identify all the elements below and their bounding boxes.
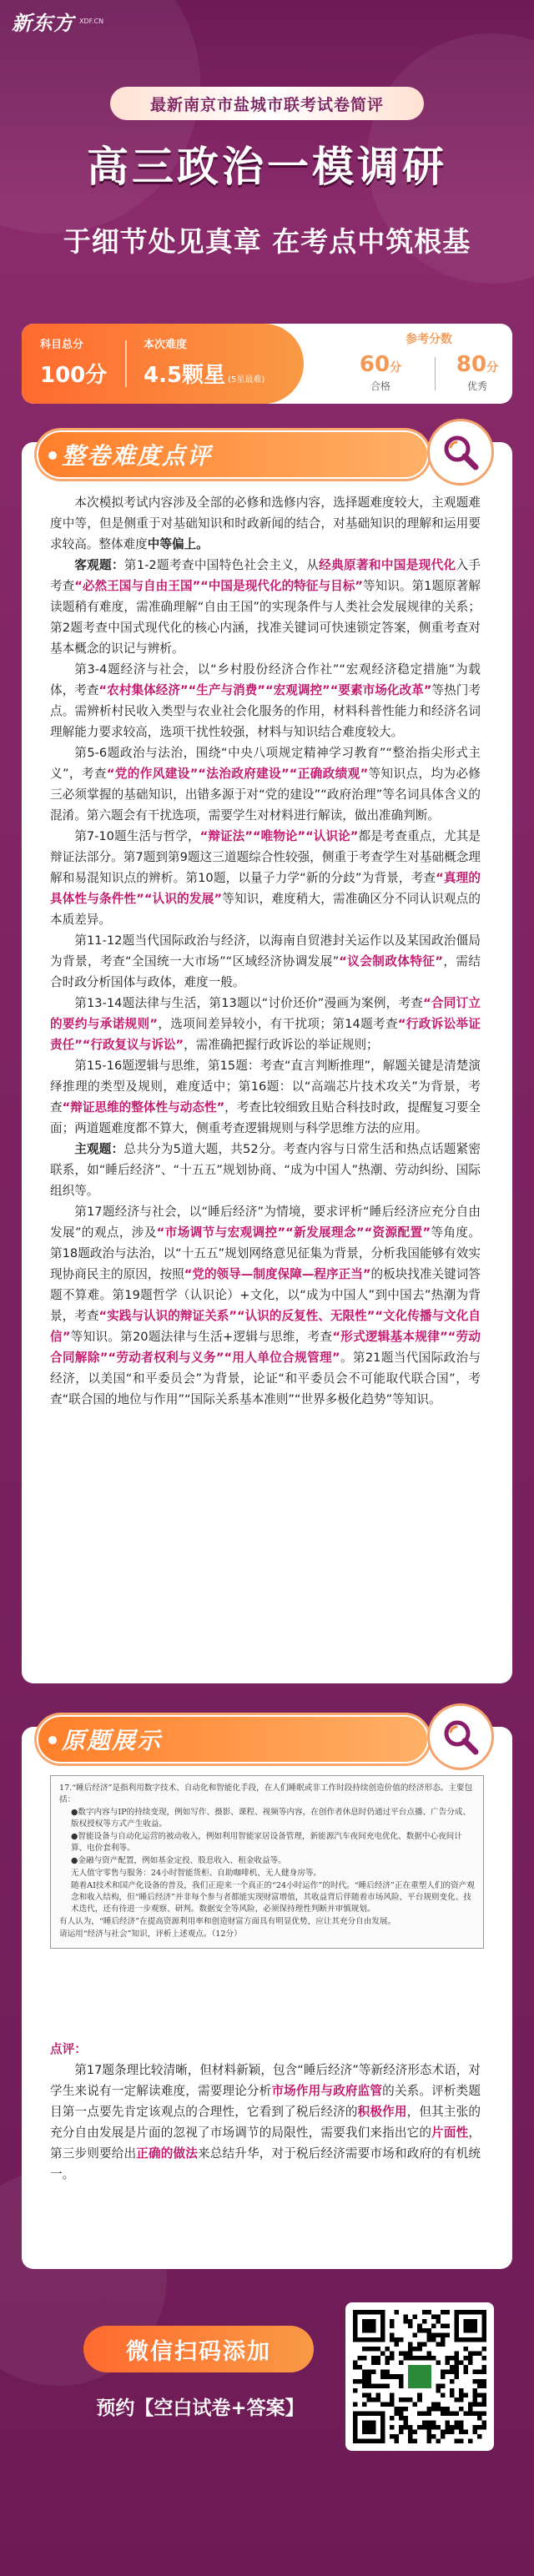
- text-run: 主观题：: [74, 1142, 124, 1156]
- highlight-text: 正确的做法: [136, 2146, 198, 2161]
- text-run: ，选项间差异较小，有干扰项；第14题考查: [158, 1017, 398, 1031]
- highlight-text: “真理的具体性与条件性”“认识的发展”: [50, 871, 481, 906]
- difficulty-review-panel: [22, 442, 512, 1683]
- text-run: 第11-12题当代国际政治与经济，以海南自贸港封关运作以及某国政治僵局为背景，考查“全国统一大市场”“区域经济协调发展”: [50, 933, 481, 969]
- highlight-text: “党的领导—制度保障—程序正当”: [184, 1267, 371, 1281]
- section-heading-text: 整卷难度点评: [62, 442, 213, 470]
- text-run: 第17题条理比较清晰，但材料新颖，包含“睡后经济”等新经济形态术语，对学生来说有一定解读难度，需要理论分析: [50, 2063, 481, 2098]
- comment-label: 点评：: [50, 2042, 87, 2056]
- highlight-text: 经典原著和中国是现代化: [319, 558, 456, 572]
- excellent-score: [444, 352, 511, 393]
- reference-score-label: 参考分数: [406, 333, 452, 346]
- pass-score: [347, 352, 414, 393]
- text-run: ，第三步则要给出: [50, 2126, 481, 2161]
- text-run: 第7-10题生活与哲学，: [74, 829, 200, 843]
- excellent-unit: 分: [486, 361, 499, 375]
- text-run: 的关系。评析类题目第一点要先肯定该观点的合理性，它看到了税后经济的: [50, 2084, 481, 2119]
- page-subtitle: 于细节处见真章 在考点中筑根基: [63, 225, 471, 258]
- review-paragraph: [50, 742, 481, 826]
- review-paragraph: [50, 993, 481, 1055]
- section-heading: [37, 1715, 429, 1763]
- excellent-caption: 优秀: [466, 380, 487, 392]
- exam-line: 随着AI技术和国产化设备的普及，我们正迎来一个真正的“24小时运作”的时代。“睡后经济”正在重塑人们的资产观念和收入结构，但“睡后经济”并非每个参与者都能实现财富增值，其收益背后伴随着市场风险、平台规则变化、技术迭代，还有待进一步观察、研判。数据安全等风险，必须保持理性判断并审慎规划。: [71, 1881, 475, 1914]
- comment-block: [50, 2039, 481, 2185]
- total-score-label: 科目总分: [40, 339, 84, 351]
- score-summary: [22, 324, 304, 404]
- exam-ribbon: 最新南京市盐城市联考试卷简评: [110, 87, 424, 120]
- text-run: 第1-2题考查中国特色社会主义，从: [123, 558, 320, 572]
- text-run: 都是考查重点，尤其是辩证法部分。第7题到第9题这三道题综合性较强，侧重于考查学生对基础概念理解和易混知识点的辨析。第10题，以量子力学“新的分歧”为背景，考查: [50, 829, 481, 885]
- review-paragraph: [50, 659, 481, 742]
- reserve-text: 预约【空白试卷+答案】: [96, 2397, 305, 2419]
- text-run: 客观题：: [74, 558, 124, 572]
- qr-code[interactable]: [345, 2302, 494, 2451]
- highlight-text: “形式逻辑基本规律”“劳动合同解除”“劳动者权利与义务”“用人单位合规管理”: [50, 1330, 481, 1365]
- text-run: 第13-14题法律与生活，第13题以“讨价还价”漫画为案例，考查: [74, 996, 424, 1010]
- review-paragraph: [50, 930, 481, 993]
- magnifier-badge: [427, 1703, 494, 1770]
- exam-question-image: [50, 1775, 484, 1949]
- logo-sub: XDF.CN: [79, 17, 104, 25]
- total-score-value: 100分: [40, 363, 108, 388]
- excellent-number: 80: [456, 352, 487, 377]
- total-score: [40, 335, 107, 389]
- text-run: 第17题经济与社会，以“睡后经济”为情境，要求评析“睡后经济应充分自由发展”的观点，涉及: [50, 1205, 481, 1240]
- heading-dot: [48, 451, 57, 460]
- text-run: 等角度。第18题政治与法治，以“十五五”规划网络意见征集为背景，分析我国能够有效实现协商民主的原因，按照: [50, 1225, 481, 1281]
- review-paragraph: [50, 826, 481, 930]
- brand-logo: [12, 8, 113, 33]
- heading-dot: [48, 1736, 57, 1744]
- original-question-panel: [22, 1727, 512, 2269]
- review-paragraph: [50, 1055, 481, 1139]
- section-heading-text: 原题展示: [62, 1727, 163, 1754]
- magnifier-icon: [441, 1718, 480, 1756]
- text-run: 等热门考点。需辨析村民收入类型与农业社会化服务的作用，材料科普性能力和经济名词理解能力要求较高，选项干扰性较强，材料与知识结合难度较大。: [50, 683, 481, 739]
- magnifier-badge: [427, 419, 494, 486]
- qr-code-icon: [353, 2310, 486, 2443]
- highlight-text: “农村集体经济”“生产与消费”“宏观调控”“要素市场化改革”: [98, 683, 432, 697]
- highlight-text: “行政诉讼举证责任”“行政复议与诉讼”: [50, 1017, 481, 1052]
- pass-caption: 合格: [370, 380, 390, 392]
- text-run: 等知识。第1题原著解读题稍有难度，需准确理解“自由王国”的实现条件与人类社会发展规律的关系；第2题考查中国式现代化的核心内涵，找准关键词可快速锁定答案，侧重考查对基本概念的识记与辨析。: [50, 579, 481, 656]
- score-card: [22, 324, 512, 404]
- text-run: 等知识。第20题法律与生活+逻辑与思维，考查: [70, 1330, 333, 1344]
- text-run: 中等偏上。: [147, 537, 209, 551]
- highlight-text: “必然王国与自由王国”“中国是现代化的特征与目标”: [74, 579, 363, 593]
- pass-score-value: [347, 352, 414, 377]
- highlight-text: 市场作用与政府监管: [271, 2084, 383, 2098]
- wechat-scan-button[interactable]: 微信扫码添加: [83, 2326, 314, 2372]
- review-paragraph: [50, 555, 481, 659]
- difficulty-label: 本次难度: [144, 339, 188, 351]
- review-paragraph: [50, 492, 481, 555]
- text-run: 第15-16题逻辑与思维，第15题：考查“直言判断推理”，解题关键是清楚演绎推理的类型及规则，难度适中；第16题：以“高端芯片技术攻关”为背景，考查: [50, 1059, 481, 1114]
- highlight-text: “实践与认识的辩证关系”“认识的反复性、无限性”“文化传播与文化自信”: [50, 1309, 481, 1344]
- difficulty-value: [144, 358, 264, 389]
- highlight-text: 积极作用: [357, 2105, 407, 2119]
- text-run: 第5-6题政治与法治，围绕“中央八项规定精神学习教育”“整治指尖形式主义”，考查: [50, 746, 481, 781]
- review-paragraph: [50, 1201, 481, 1410]
- logo-text: 新东方: [12, 10, 74, 35]
- highlight-text: “合同订立的要约与承诺规则”: [50, 996, 481, 1031]
- review-paragraph: [50, 1139, 481, 1201]
- exam-line: 有人认为，“睡后经济”在提高资源利用率和创造财富方面具有明显优势，应让其充分自由发展。: [59, 1917, 396, 1926]
- difficulty-note: (5星最难): [228, 375, 265, 385]
- exam-line: ●智能设备与自动化运营的被动收入，例如利用智能家居设备管理，新能源汽车夜间充电优化、数据中心夜间计算、电价套利等。: [71, 1832, 462, 1853]
- highlight-text: “辩证思维的整体性与动态性”: [62, 1100, 225, 1114]
- pass-number: 60: [359, 352, 390, 377]
- difficulty: [144, 335, 264, 389]
- text-run: 入手考查: [50, 558, 481, 593]
- highlight-text: “市场调节与宏观调控”“新发展理念”“资源配置”: [156, 1225, 431, 1240]
- text-run: 来总结升华，对于税后经济需要市场和政府的有机统一。: [50, 2146, 481, 2181]
- exam-line: 17.“睡后经济”是指利用数字技术、自动化和智能化手段，在人们睡眠或非工作时段持续创造价值的经济形态。主要包括：: [59, 1784, 473, 1804]
- exam-line: ●数字内容与IP的持续变现，例如写作、摄影、课程、视频等内容，在创作者休息时仍通过平台点播、广告分成、版权授权等方式产生收益。: [71, 1808, 471, 1829]
- text-run: 第3-4题经济与社会，以“乡村股份经济合作社”“宏观经济稳定措施”为载体，考查: [50, 662, 481, 697]
- text-run: 等知识，难度稍大，需准确区分不同认识观点的本质差异。: [50, 892, 481, 927]
- exam-line: 请运用“经济与社会”知识，评析上述观点。（12分）: [59, 1929, 242, 1939]
- divider: [435, 357, 436, 390]
- pass-unit: 分: [390, 361, 402, 375]
- highlight-text: “党的作风建设”“法治政府建设”“正确政绩观”: [106, 767, 369, 781]
- text-run: ，需准确把握行政诉讼的举证规则；: [184, 1038, 379, 1052]
- text-run: 的板块找准关键词答题不算难。第19题哲学（认识论）+文化，以“成为中国人”到中国去”热潮为背景，考查: [50, 1267, 481, 1323]
- exam-line: ●金融与资产配置，例如基金定投、股息收入、租金收益等。: [71, 1856, 286, 1865]
- text-run: 本次模拟考试内容涉及全部的必修和选修内容，选择题难度较大，主观题难度中等，但是侧重于对基础知识和时政新闻的结合，对基础知识的理解和运用要求较高。整体难度: [50, 496, 481, 551]
- page-title: 高三政治一模调研: [87, 143, 447, 191]
- excellent-score-value: [444, 352, 511, 377]
- text-run: 总共分为5道大题，共52分。考查内容与日常生活和热点话题紧密联系，如“睡后经济”、“十五五”规划协商、“成为中国人”热潮、劳动纠纷、国际组织等。: [50, 1142, 481, 1198]
- section-heading: [37, 430, 429, 479]
- divider: [125, 340, 127, 387]
- highlight-text: “辩证法”“唯物论”“认识论”: [199, 829, 359, 843]
- exam-line: 无人值守零售与服务：24小时智能货柜、自助咖啡机、无人健身房等。: [71, 1869, 322, 1878]
- comment-body: [50, 2060, 481, 2185]
- text-run: 等知识点，均为必修三必须掌握的基础知识，出错多源于对“党的建设”“政府治理”等名词具体含义的混淆。第六题会有干扰选项，需要学生对材料进行解读，做出准确判断。: [50, 767, 481, 823]
- highlight-text: “议会制政体特征”: [339, 954, 443, 969]
- text-run: ，但其主张的充分自由发展是片面的忽视了市场调节的局限性，需要我们来指出它的: [50, 2105, 481, 2140]
- review-body: [50, 492, 481, 1410]
- magnifier-icon: [441, 433, 480, 471]
- text-run: ，考查比较细致且贴合科技时政，提醒复习要全面；两道题难度都不算大，侧重考查逻辑规则与科学思维方法的应用。: [50, 1100, 481, 1135]
- text-run: ，需结合时政分析国体与政体，难度一般。: [50, 954, 481, 989]
- highlight-text: 片面性: [431, 2126, 469, 2140]
- text-run: 。第21题当代国际政治与经济，以美国“和平委员会”为背景，论证“和平委员会不可能取代联合国”，考查“联合国的地位与作用”“国际关系基本准则”“世界多极化趋势”等知识。: [50, 1351, 481, 1406]
- difficulty-stars: 4.5颗星: [144, 363, 226, 388]
